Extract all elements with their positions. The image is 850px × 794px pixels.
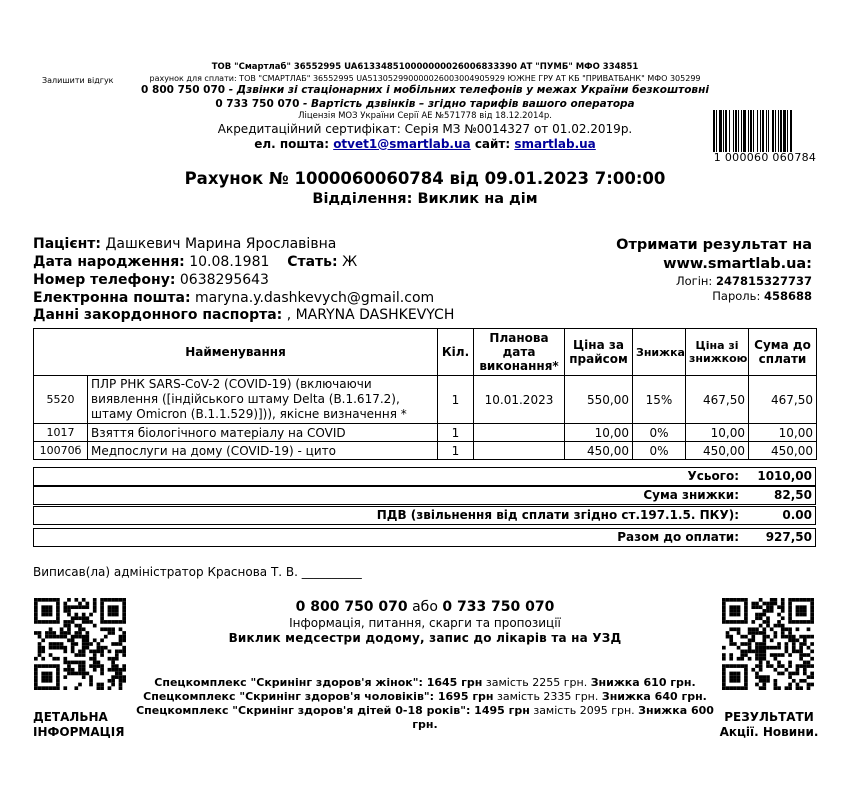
results-login-row: Логін: 247815327737 bbox=[675, 274, 812, 288]
service-date bbox=[474, 424, 565, 442]
service-qty: 1 bbox=[438, 376, 474, 424]
results-news-label: РЕЗУЛЬТАТИ Акції. Новини. bbox=[719, 710, 819, 739]
service-sum: 467,50 bbox=[749, 376, 817, 424]
results-password: 458688 bbox=[763, 289, 812, 303]
patient-sex: Ж bbox=[342, 254, 358, 270]
patient-email: maryna.y.dashkevych@gmail.com bbox=[195, 290, 435, 306]
service-price: 450,00 bbox=[565, 442, 633, 460]
patient-phone-row: Номер телефону: 0638295643 bbox=[33, 272, 269, 288]
table-row bbox=[34, 424, 817, 442]
results-site[interactable]: www.smartlab.ua: bbox=[663, 256, 812, 272]
patient-name-row: Пацієнт: Дашкевич Марина Ярославівна bbox=[33, 236, 337, 252]
service-code: 5520 bbox=[34, 376, 88, 424]
email-link[interactable]: otvet1@smartlab.ua bbox=[333, 136, 471, 151]
email-label: ел. пошта: bbox=[254, 136, 329, 151]
table-header-row bbox=[34, 329, 817, 376]
contacts-line bbox=[130, 137, 720, 152]
offer-women: Спецкомплекс "Скринінг здоров'я жінок": 1645 грн замість 2255 грн. Знижка 610 грн. bbox=[154, 676, 696, 689]
col-header-sum: Сума до сплати bbox=[749, 329, 817, 376]
patient-email-row: Електронна пошта: maryna.y.dashkevych@gmail.com bbox=[33, 290, 435, 306]
discount-total-value: 82,50 bbox=[774, 488, 812, 502]
phone-2-note: - Вартість дзвінків – згідно тарифів вашого оператора bbox=[299, 97, 635, 110]
hotline-phone-1[interactable]: 0 800 750 070 bbox=[141, 84, 226, 96]
results-login: 247815327737 bbox=[715, 274, 812, 288]
patient-dob-row: Дата народження: 10.08.1981 Стать: Ж bbox=[33, 254, 358, 270]
phone-1-note: - Дзвінки зі стаціонарних і мобільних телефонів у межах України безкоштовні bbox=[225, 84, 709, 96]
col-header-discount: Знижка bbox=[633, 329, 686, 376]
invoice-title: Рахунок № 1000060060784 від 09.01.2023 7:00:00 bbox=[184, 169, 666, 188]
account-line: рахунок для сплати: ТОВ "СМАРТЛАБ" 36552995 UA513052990000026003004905929 ЮЖНЕ ГРУ АТ КБ "ПРИВАТБАНК" МФО 305299 bbox=[149, 74, 701, 83]
offer-children: Спецкомплекс "Скринінг здоров'я дітей 0-18 років": 1495 грн замість 2095 грн. Знижка 600 грн. bbox=[136, 704, 714, 731]
total-value: 1010,00 bbox=[757, 469, 812, 483]
service-sum: 450,00 bbox=[749, 442, 817, 460]
license-line: Ліцензія МОЗ України Серії АЕ №571778 від 18.12.2014р. bbox=[298, 111, 552, 121]
vat-row: ПДВ (звільнення від сплати згідно ст.197.1.5. ПКУ): 0.00 bbox=[33, 506, 816, 525]
footer-contacts bbox=[130, 598, 720, 646]
service-disc-price: 450,00 bbox=[686, 442, 749, 460]
service-name: Взяття біологічного матеріалу на COVID bbox=[88, 424, 438, 442]
service-discount: 0% bbox=[633, 424, 686, 442]
detail-info-label: ДЕТАЛЬНА ІНФОРМАЦІЯ bbox=[33, 710, 125, 739]
services-table bbox=[33, 328, 817, 460]
site-label: сайт: bbox=[474, 136, 511, 151]
table-row bbox=[34, 376, 817, 424]
invoice-barcode bbox=[713, 110, 817, 152]
service-name: ПЛР РНК SARS-CoV-2 (COVID-19) (включаючи виявлення ([індійського штаму Delta (B.1.617.2), штаму Omicron (B.1.1.529)])), якісне визначення * bbox=[88, 376, 438, 424]
results-password-row: Пароль: 458688 bbox=[712, 289, 812, 303]
accreditation-line: Акредитаційний сертифікат: Серія МЗ №0014327 от 01.02.2019р. bbox=[217, 122, 633, 136]
footer-phones: 0 800 750 070 або 0 733 750 070 bbox=[295, 599, 555, 615]
pay-total-value: 927,50 bbox=[765, 530, 812, 544]
service-price: 10,00 bbox=[565, 424, 633, 442]
results-line-1: Отримати результат на bbox=[616, 237, 812, 253]
service-code: 1017 bbox=[34, 424, 88, 442]
service-date bbox=[474, 442, 565, 460]
vat-value: 0.00 bbox=[782, 508, 812, 522]
service-code: 10070б bbox=[34, 442, 88, 460]
service-disc-price: 10,00 bbox=[686, 424, 749, 442]
results-qr-code[interactable] bbox=[722, 598, 814, 690]
patient-phone: 0638295643 bbox=[179, 272, 269, 288]
service-qty: 1 bbox=[438, 442, 474, 460]
special-offers bbox=[130, 676, 720, 732]
col-header-date: Планова дата виконання* bbox=[474, 329, 565, 376]
service-name: Медпослуги на дому (COVID-19) - цито bbox=[88, 442, 438, 460]
invoice-department: Відділення: Виклик на дім bbox=[312, 191, 538, 207]
col-header-qty: Кіл. bbox=[438, 329, 474, 376]
site-link[interactable]: smartlab.ua bbox=[514, 136, 596, 151]
patient-dob: 10.08.1981 bbox=[189, 254, 270, 270]
col-header-price: Ціна за прайсом bbox=[565, 329, 633, 376]
leave-feedback-link[interactable]: Залишити відгук bbox=[42, 76, 114, 85]
footer-phone-2[interactable]: 0 733 750 070 bbox=[442, 599, 555, 615]
phone-line-2 bbox=[130, 98, 720, 112]
service-discount: 15% bbox=[633, 376, 686, 424]
hotline-phone-2[interactable]: 0 733 750 070 bbox=[215, 97, 300, 110]
discount-total-row: Сума знижки: 82,50 bbox=[33, 486, 816, 505]
results-access-block bbox=[616, 236, 812, 304]
service-qty: 1 bbox=[438, 424, 474, 442]
service-price: 550,00 bbox=[565, 376, 633, 424]
footer-calls: Виклик медсестри додому, запис до лікарів та на УЗД bbox=[228, 631, 622, 645]
service-sum: 10,00 bbox=[749, 424, 817, 442]
patient-passport: , MARYNA DASHKEVYCH bbox=[286, 307, 455, 323]
company-line: ТОВ "Смартлаб" 36552995 UA613348510000000026006833390 АТ "ПУМБ" МФО 334851 bbox=[211, 62, 639, 72]
col-header-discounted-price: Ціна зі знижкою bbox=[686, 329, 749, 376]
patient-name: Дашкевич Марина Ярославівна bbox=[105, 236, 337, 252]
detail-qr-code[interactable] bbox=[34, 598, 126, 690]
col-header-name: Найменування bbox=[34, 329, 438, 376]
phone-line-1 bbox=[130, 84, 720, 98]
footer-phone-1[interactable]: 0 800 750 070 bbox=[295, 599, 408, 615]
total-row: Усього: 1010,00 bbox=[33, 467, 816, 486]
service-disc-price: 467,50 bbox=[686, 376, 749, 424]
patient-passport-row: Данні закордонного паспорта: , MARYNA DASHKEVYCH bbox=[33, 307, 455, 323]
pay-total-row: Разом до оплати: 927,50 bbox=[33, 528, 816, 547]
footer-info: Інформація, питання, скарги та пропозиції bbox=[289, 616, 561, 630]
issued-by: Виписав(ла) адміністратор Краснова Т. В. __________ bbox=[33, 565, 362, 579]
company-header bbox=[130, 62, 720, 151]
offer-men: Спецкомплекс "Скринінг здоров'я чоловіків": 1695 грн замість 2335 грн. Знижка 640 грн. bbox=[143, 690, 707, 703]
table-row bbox=[34, 442, 817, 460]
service-discount: 0% bbox=[633, 442, 686, 460]
service-date: 10.01.2023 bbox=[474, 376, 565, 424]
barcode-number: 1 000060 060784 bbox=[713, 151, 817, 164]
